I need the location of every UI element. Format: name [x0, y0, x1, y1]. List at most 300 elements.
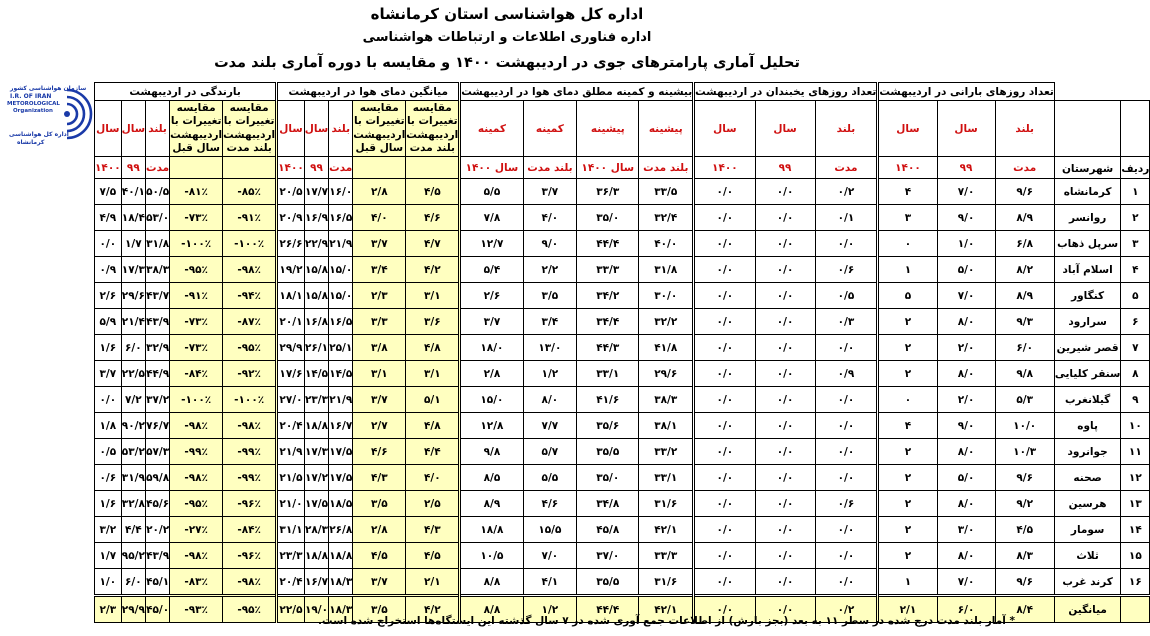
- table-cell: ۳/۷: [523, 179, 577, 205]
- column-header: مقایسه تغییرات با اردیبهشت بلند مدت: [406, 101, 460, 157]
- table-cell: ۳۵/۵: [577, 439, 639, 465]
- table-cell: ۳۲/۹: [146, 335, 170, 361]
- table-cell: ۱۴/۵: [329, 361, 353, 387]
- row-number: ۱۳: [1121, 491, 1150, 517]
- column-subheader: ۱۴۰۰: [694, 157, 755, 179]
- column-subheader: مدت: [329, 157, 353, 179]
- row-number: ۱۲: [1121, 465, 1150, 491]
- column-header: بلند: [815, 101, 878, 157]
- table-cell: ۹/۰: [937, 413, 995, 439]
- table-cell: ۱/۰: [95, 569, 122, 596]
- table-cell: ۱/۲: [523, 596, 577, 623]
- table-cell: ۴/۸: [406, 413, 460, 439]
- table-cell: ۴/۱: [523, 569, 577, 596]
- table-cell: ۸/۹: [460, 491, 523, 517]
- table-cell: -۹۸٪: [170, 413, 223, 439]
- table-cell: ۴/۹: [95, 205, 122, 231]
- table-cell: ۴۳/۹: [146, 309, 170, 335]
- table-cell: ۱۲/۸: [460, 413, 523, 439]
- table-cell: ۴/۳: [353, 465, 406, 491]
- row-number: ۱۶: [1121, 569, 1150, 596]
- column-header: سال: [304, 101, 328, 157]
- table-cell: ۰/۰: [694, 179, 755, 205]
- table-row: [95, 439, 1150, 465]
- table-cell: ۹۰/۲: [121, 413, 145, 439]
- table-cell: ۹/۸: [460, 439, 523, 465]
- table-cell: ۱۷/۲: [304, 465, 328, 491]
- station-name: سرپل ذهاب: [1054, 231, 1121, 257]
- table-row: [95, 387, 1150, 413]
- table-cell: ۹/۰: [523, 231, 577, 257]
- table-cell: ۸/۴: [995, 596, 1054, 623]
- table-cell: -۹۵٪: [223, 335, 277, 361]
- table-cell: ۲۹/۶: [121, 283, 145, 309]
- table-cell: ۵/۹: [95, 309, 122, 335]
- table-cell: ۱۶/۰: [329, 179, 353, 205]
- table-row: [95, 361, 1150, 387]
- header-precip: بارندگی در اردیبهشت: [95, 83, 277, 101]
- table-cell: ۸/۹: [995, 283, 1054, 309]
- table-cell: ۱۷/۵: [329, 465, 353, 491]
- column-subheader: بلند مدت: [523, 157, 577, 179]
- station-name: کرند غرب: [1054, 569, 1121, 596]
- table-cell: ۰/۰: [755, 596, 815, 623]
- table-cell: ۰/۰: [755, 465, 815, 491]
- table-cell: ۱۸/۸: [304, 413, 328, 439]
- table-cell: ۵/۰: [937, 465, 995, 491]
- column-subheader: سال ۱۴۰۰: [577, 157, 639, 179]
- table-cell: ۳/۱: [406, 283, 460, 309]
- table-cell: -۹۵٪: [223, 596, 277, 623]
- table-cell: -۸۷٪: [223, 309, 277, 335]
- table-cell: ۰/۳: [815, 309, 878, 335]
- table-cell: ۹/۰: [937, 205, 995, 231]
- table-cell: ۱۸/۵: [329, 491, 353, 517]
- table-cell: ۴/۶: [523, 491, 577, 517]
- station-name: روانسر: [1054, 205, 1121, 231]
- table-cell: ۲: [878, 543, 937, 569]
- table-cell: ۳۱/۸: [639, 257, 694, 283]
- table-cell: -۸۴٪: [170, 361, 223, 387]
- row-number: ۳: [1121, 231, 1150, 257]
- table-cell: ۸/۳: [995, 543, 1054, 569]
- table-row: [95, 543, 1150, 569]
- row-number: ۴: [1121, 257, 1150, 283]
- table-cell: ۲/۸: [460, 361, 523, 387]
- table-cell: ۴/۵: [406, 543, 460, 569]
- station-name: سرارود: [1054, 309, 1121, 335]
- row-number: ۶: [1121, 309, 1150, 335]
- table-cell: ۵: [878, 283, 937, 309]
- table-cell: ۳/۷: [353, 231, 406, 257]
- logo-en-1: I.R. OF IRAN: [10, 93, 52, 100]
- table-cell: ۲۰/۴: [277, 569, 305, 596]
- table-cell: -۹۶٪: [223, 491, 277, 517]
- table-cell: ۲۳/۳: [277, 543, 305, 569]
- table-cell: ۲۵/۱: [329, 335, 353, 361]
- table-cell: ۳۵/۶: [577, 413, 639, 439]
- table-cell: ۹/۸: [995, 361, 1054, 387]
- table-cell: ۰/۰: [694, 517, 755, 543]
- table-cell: ۴۴/۴: [577, 596, 639, 623]
- table-cell: -۱۰۰٪: [223, 387, 277, 413]
- column-header: مقایسه تغییرات با اردیبهشت سال قبل: [170, 101, 223, 157]
- average-label: میانگین: [1054, 596, 1121, 623]
- table-cell: ۴/۶: [353, 439, 406, 465]
- table-cell: ۵/۳: [995, 387, 1054, 413]
- table-cell: ۳۳/۱: [639, 465, 694, 491]
- table-cell: ۱/۷: [95, 543, 122, 569]
- table-cell: ۸/۰: [937, 309, 995, 335]
- row-number: ۲: [1121, 205, 1150, 231]
- table-cell: -۸۳٪: [170, 569, 223, 596]
- table-cell: ۰/۰: [815, 517, 878, 543]
- table-cell: ۴۳/۷: [146, 283, 170, 309]
- table-cell: ۱۰/۳: [995, 439, 1054, 465]
- station-name: اسلام آباد: [1054, 257, 1121, 283]
- table-cell: ۰/۰: [694, 596, 755, 623]
- table-cell: ۸/۲: [995, 257, 1054, 283]
- table-cell: ۰: [878, 387, 937, 413]
- header-year-row: [95, 157, 1150, 179]
- table-cell: ۰/۰: [815, 543, 878, 569]
- table-cell: ۱۸/۳: [329, 569, 353, 596]
- table-cell: ۳۴/۴: [577, 309, 639, 335]
- header-blank: [1121, 101, 1150, 157]
- table-cell: ۱۰/۵: [460, 543, 523, 569]
- row-number: ۱۵: [1121, 543, 1150, 569]
- table-cell: ۴/۴: [406, 439, 460, 465]
- table-cell: ۱۶/۵: [329, 205, 353, 231]
- row-number-blank: [1121, 596, 1150, 623]
- table-cell: ۱۵/۰: [460, 387, 523, 413]
- station-name: هرسین: [1054, 491, 1121, 517]
- table-cell: ۱/۰: [937, 231, 995, 257]
- title-dept: اداره فناوری اطلاعات و ارتباطات هواشناسی: [362, 30, 652, 45]
- table-cell: ۰/۰: [755, 309, 815, 335]
- table-cell: ۱: [878, 569, 937, 596]
- table-cell: ۴/۴: [121, 517, 145, 543]
- table-cell: ۳: [878, 205, 937, 231]
- table-cell: ۱۵/۰: [329, 283, 353, 309]
- row-number: ۷: [1121, 335, 1150, 361]
- table-cell: ۳۲/۴: [639, 205, 694, 231]
- table-cell: ۳۵/۰: [577, 465, 639, 491]
- table-cell: -۹۱٪: [170, 283, 223, 309]
- column-subheader: سال ۱۴۰۰: [460, 157, 523, 179]
- table-cell: ۰/۰: [755, 439, 815, 465]
- table-cell: ۰/۶: [815, 257, 878, 283]
- table-cell: ۶/۰: [995, 335, 1054, 361]
- column-subheader: ۱۴۰۰: [95, 157, 122, 179]
- column-header: سال: [937, 101, 995, 157]
- table-cell: -۹۵٪: [170, 491, 223, 517]
- table-cell: ۲/۲: [523, 257, 577, 283]
- table-cell: ۱۷/۵: [329, 439, 353, 465]
- table-cell: ۲۶/۶: [277, 231, 305, 257]
- irimo-logo: [5, 82, 90, 155]
- table-cell: ۴۰/۰: [639, 231, 694, 257]
- row-number: ۱۴: [1121, 517, 1150, 543]
- table-cell: ۴۴/۳: [577, 335, 639, 361]
- header-blank: [223, 157, 277, 179]
- table-cell: ۴/۷: [406, 231, 460, 257]
- column-header: بلند: [146, 101, 170, 157]
- table-cell: ۹/۶: [995, 465, 1054, 491]
- table-cell: ۳/۷: [353, 569, 406, 596]
- logo-emblem-icon: [64, 90, 91, 138]
- table-cell: ۲۱/۴: [121, 309, 145, 335]
- logo-en-3: Organization: [13, 108, 53, 114]
- table-cell: ۲۶/۱: [304, 335, 328, 361]
- column-header: سال: [755, 101, 815, 157]
- table-cell: ۳۰/۰: [639, 283, 694, 309]
- table-cell: ۰/۰: [755, 283, 815, 309]
- table-cell: ۲: [878, 465, 937, 491]
- table-cell: ۴/۰: [406, 465, 460, 491]
- column-subheader: بلند مدت: [639, 157, 694, 179]
- table-cell: ۰/۰: [755, 257, 815, 283]
- table-cell: -۹۹٪: [170, 439, 223, 465]
- table-cell: ۱۵/۸: [304, 283, 328, 309]
- table-cell: -۹۵٪: [170, 257, 223, 283]
- table-cell: ۴/۰: [523, 205, 577, 231]
- table-cell: ۳۳/۵: [639, 179, 694, 205]
- table-cell: -۹۹٪: [223, 439, 277, 465]
- header-frost: تعداد روزهای یخبندان در اردیبهشت: [694, 83, 878, 101]
- header-blank: [170, 157, 223, 179]
- table-cell: -۹۲٪: [223, 361, 277, 387]
- table-cell: ۱۷/۳: [304, 439, 328, 465]
- table-cell: ۶/۸: [995, 231, 1054, 257]
- table-cell: ۱: [878, 257, 937, 283]
- table-cell: ۵۹/۸: [146, 465, 170, 491]
- table-cell: ۳۵/۰: [577, 205, 639, 231]
- table-cell: ۳۳/۱: [577, 361, 639, 387]
- table-cell: ۳۴/۲: [577, 283, 639, 309]
- table-cell: -۲۷٪: [170, 517, 223, 543]
- row-number: ۱۰: [1121, 413, 1150, 439]
- table-cell: ۴۲/۱: [639, 596, 694, 623]
- column-subheader: ۹۹: [121, 157, 145, 179]
- table-cell: ۱۵/۸: [304, 257, 328, 283]
- table-cell: ۸/۸: [460, 596, 523, 623]
- table-cell: ۲/۱: [406, 569, 460, 596]
- table-cell: ۰/۲: [815, 179, 878, 205]
- table-cell: ۱۸/۳: [329, 596, 353, 623]
- table-cell: ۳/۷: [353, 387, 406, 413]
- table-cell: ۷/۰: [937, 569, 995, 596]
- table-cell: -۸۴٪: [223, 517, 277, 543]
- column-header-row-number: ردیف: [1121, 157, 1150, 179]
- column-header: سال: [95, 101, 122, 157]
- table-cell: -۷۳٪: [170, 335, 223, 361]
- table-cell: ۱/۶: [95, 335, 122, 361]
- table-cell: ۱۵/۵: [523, 517, 577, 543]
- table-cell: ۷/۸: [460, 205, 523, 231]
- table-cell: -۷۳٪: [170, 205, 223, 231]
- row-number: ۸: [1121, 361, 1150, 387]
- table-cell: ۱۶/۷: [329, 413, 353, 439]
- table-cell: ۴/۵: [406, 179, 460, 205]
- table-cell: ۲: [878, 439, 937, 465]
- table-cell: -۷۳٪: [170, 309, 223, 335]
- table-cell: ۳/۴: [353, 257, 406, 283]
- column-subheader: مدت: [815, 157, 878, 179]
- table-cell: ۲۲/۹: [304, 231, 328, 257]
- station-name: کنگاور: [1054, 283, 1121, 309]
- table-cell: ۷/۰: [937, 179, 995, 205]
- table-cell: ۱/۷: [121, 231, 145, 257]
- table-cell: ۵۳/۰: [146, 205, 170, 231]
- table-cell: ۰/۲: [815, 596, 878, 623]
- table-cell: ۲: [878, 309, 937, 335]
- table-cell: ۰/۶: [815, 491, 878, 517]
- table-cell: ۱۸/۴: [121, 205, 145, 231]
- table-cell: ۰/۰: [694, 205, 755, 231]
- table-cell: ۰/۵: [815, 283, 878, 309]
- header-group-row: [95, 83, 1150, 101]
- column-subheader: مدت: [146, 157, 170, 179]
- table-cell: ۷/۲: [121, 387, 145, 413]
- table-cell: -۹۹٪: [223, 465, 277, 491]
- table-cell: ۸/۵: [460, 465, 523, 491]
- table-cell: ۴۲/۱: [639, 517, 694, 543]
- table-cell: ۴۵/۰: [146, 596, 170, 623]
- footnote: * آمار بلند مدت درج شده در سطر ۱۱ به بعد (بجز بارش) از اطلاعات جمع آوری شده در ۷ سال گذشته این ایستگاه‌ها استخراج شده است.: [318, 615, 1015, 627]
- table-cell: ۳۳/۳: [577, 257, 639, 283]
- column-subheader: ۱۴۰۰: [878, 157, 937, 179]
- table-cell: ۴۱/۶: [577, 387, 639, 413]
- table-cell: ۳۲/۸: [121, 491, 145, 517]
- station-name: صحنه: [1054, 465, 1121, 491]
- table-cell: ۰/۰: [815, 231, 878, 257]
- table-cell: ۱۷/۷: [304, 179, 328, 205]
- column-header: سال: [121, 101, 145, 157]
- table-cell: ۳/۰: [937, 517, 995, 543]
- table-cell: -۹۱٪: [223, 205, 277, 231]
- table-cell: ۵/۷: [523, 439, 577, 465]
- table-cell: ۰: [878, 231, 937, 257]
- table-cell: ۴۵/۶: [146, 491, 170, 517]
- table-cell: ۳/۸: [353, 335, 406, 361]
- column-header-station: شهرستان: [1054, 157, 1121, 179]
- table-cell: ۵/۵: [460, 179, 523, 205]
- table-cell: ۱۷/۳: [121, 257, 145, 283]
- table-cell: ۱۸/۸: [304, 543, 328, 569]
- table-cell: ۰/۰: [694, 387, 755, 413]
- table-cell: ۴/۵: [353, 543, 406, 569]
- station-name: کرمانشاه: [1054, 179, 1121, 205]
- table-cell: ۳۴/۸: [577, 491, 639, 517]
- table-cell: ۲/۸: [353, 517, 406, 543]
- table-cell: ۲/۶: [460, 283, 523, 309]
- table-row: [95, 569, 1150, 596]
- table-cell: ۳۱/۶: [639, 491, 694, 517]
- table-row: [95, 179, 1150, 205]
- table-cell: ۸/۸: [460, 569, 523, 596]
- table-cell: ۲۱/۹: [277, 439, 305, 465]
- table-cell: ۳۱/۸: [146, 231, 170, 257]
- column-header: پیشینه: [639, 101, 694, 157]
- table-cell: ۲/۳: [95, 596, 122, 623]
- table-cell: ۵۳/۲: [121, 439, 145, 465]
- table-cell: ۳/۴: [523, 309, 577, 335]
- table-cell: ۱۹/۲: [277, 257, 305, 283]
- header-temp: میانگین دمای هوا در اردیبهشت: [277, 83, 460, 101]
- table-cell: ۱۸/۸: [460, 517, 523, 543]
- table-cell: ۲/۱: [878, 596, 937, 623]
- row-number: ۱۱: [1121, 439, 1150, 465]
- column-subheader: ۹۹: [304, 157, 328, 179]
- table-cell: ۲۱/۰: [277, 491, 305, 517]
- table-cell: ۰/۰: [694, 413, 755, 439]
- header-rainy: تعداد روزهای بارانی در اردیبهشت: [878, 83, 1055, 101]
- header-extreme: بیشینه و کمینه مطلق دمای هوا در اردیبهشت: [460, 83, 694, 101]
- table-cell: ۰/۱: [815, 205, 878, 231]
- table-row: [95, 231, 1150, 257]
- table-row: [95, 491, 1150, 517]
- row-number: ۵: [1121, 283, 1150, 309]
- column-header: مقایسه تغییرات با اردیبهشت سال قبل: [353, 101, 406, 157]
- logo-fa-org: سازمان هواشناسی کشور: [10, 85, 87, 92]
- table-cell: ۲۷/۰: [277, 387, 305, 413]
- table-cell: ۲/۰: [937, 387, 995, 413]
- table-cell: ۰/۹: [815, 361, 878, 387]
- table-cell: ۰/۰: [815, 569, 878, 596]
- table-row: [95, 283, 1150, 309]
- table-cell: ۴۰/۱: [121, 179, 145, 205]
- table-cell: ۳۶/۳: [577, 179, 639, 205]
- table-cell: ۱۷/۵: [304, 491, 328, 517]
- table-cell: ۰/۶: [95, 465, 122, 491]
- table-cell: -۹۸٪: [170, 543, 223, 569]
- table-cell: ۰/۰: [95, 387, 122, 413]
- table-cell: ۹/۶: [995, 569, 1054, 596]
- table-cell: ۰/۰: [755, 335, 815, 361]
- header-blank: [1054, 101, 1121, 157]
- table-cell: ۳/۷: [460, 309, 523, 335]
- station-name: جوانرود: [1054, 439, 1121, 465]
- table-cell: ۲۱/۹: [329, 387, 353, 413]
- table-cell: -۱۰۰٪: [170, 387, 223, 413]
- table-cell: ۵۰/۵: [146, 179, 170, 205]
- table-cell: ۵/۵: [523, 465, 577, 491]
- table-cell: ۵۷/۳: [146, 439, 170, 465]
- column-header: سال: [277, 101, 305, 157]
- table-cell: ۷/۵: [95, 179, 122, 205]
- table-cell: ۹/۲: [995, 491, 1054, 517]
- table-cell: ۲/۷: [353, 413, 406, 439]
- table-cell: ۰/۰: [755, 543, 815, 569]
- table-cell: ۲۲/۵: [121, 361, 145, 387]
- table-cell: ۰/۰: [694, 491, 755, 517]
- station-name: سنقر کلیایی: [1054, 361, 1121, 387]
- table-cell: ۲۰/۵: [277, 179, 305, 205]
- column-subheader: ۹۹: [937, 157, 995, 179]
- table-cell: ۰/۰: [755, 361, 815, 387]
- table-cell: ۳/۱: [353, 361, 406, 387]
- table-cell: ۸/۰: [937, 543, 995, 569]
- table-cell: ۰/۰: [694, 465, 755, 491]
- table-cell: ۱۵/۰: [329, 257, 353, 283]
- table-cell: ۰/۰: [694, 309, 755, 335]
- table-cell: ۴۵/۱: [146, 569, 170, 596]
- table-row: [95, 257, 1150, 283]
- table-cell: ۳/۲: [95, 517, 122, 543]
- table-cell: ۵/۴: [460, 257, 523, 283]
- table-cell: ۴: [878, 179, 937, 205]
